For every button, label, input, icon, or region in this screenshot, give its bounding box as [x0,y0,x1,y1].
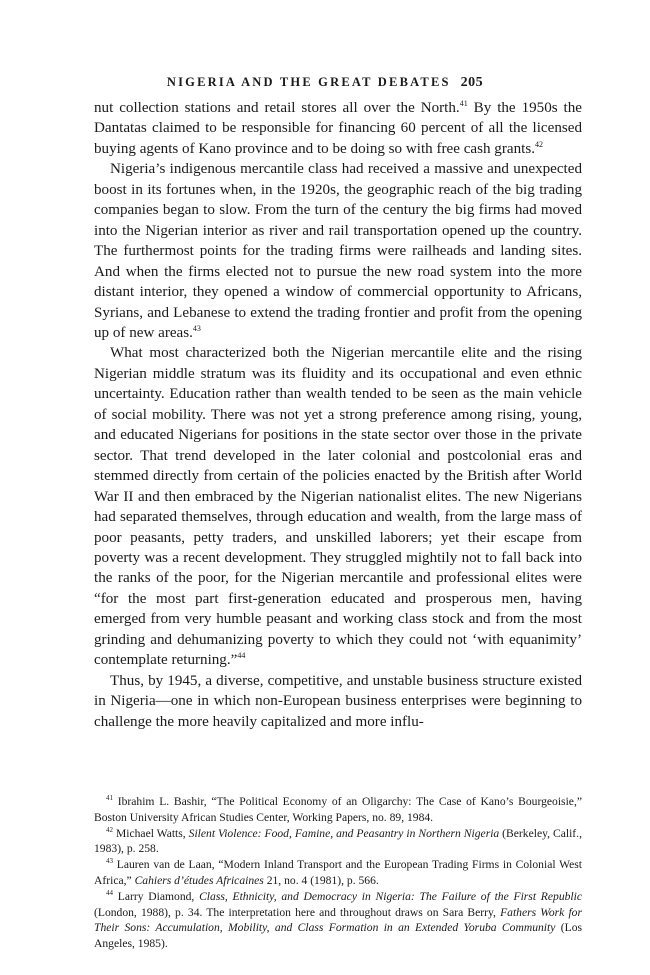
footnote-44-text-b: (London, 1988), p. 34. The interpretation here and throughout draws on Sara Berry, [94,905,501,919]
body-text [94,98,582,732]
footnote-43-text-b: 21, no. 4 (1981), p. 566. [263,873,379,887]
footnote-44-title: Class, Ethnicity, and Democracy in Nigeria: The Failure of the First Republic [199,890,582,904]
paragraph-3-text: What most characterized both the Nigerian mercantile elite and the rising Nigerian middle stratum was its fluidity and its occupational and even ethnic uncertainty. Education rather than wealth tended to be seen as the main vehicle of social mobility. There was not yet a strong preference among rising, young, and educated Nigerians for positions in the state sector over those in the private sector. That trend developed in the later colonial and postcolonial eras and stemmed directly from certain of the policies enacted by the British after World War II and then embraced by the Nigerian nationalist elites. The new Nigerians had separated themselves, through education and wealth, from the large mass of poor peasants, petty traders, and unskilled laborers; yet their escape from poverty was a recent development. They struggled mightily not to fall back into the ranks of the poor, for the Nigerian mercantile and professional elites were “for the most part first-generation educated and prosperous men, having emerged from very humble peasant and working class stock and from the most grinding and dehumanizing poverty to which they could not ‘with equanimity’ contemplate returning.” [94,345,582,669]
footnote-44-title-2: Fathers Work for Their Sons: Accumulation, Mobility, and Class Formation in an Extended Yoruba Community [94,905,582,935]
paragraph-3 [94,343,582,670]
footnote-42-text-a: Michael Watts, [115,826,189,840]
page-number: 205 [460,75,484,90]
footnote-41-text: Ibrahim L. Bashir, “The Political Economy of an Oligarchy: The Case of Kano’s Bourgeoisie,” Boston University African Studies Center, Working Papers, no. 89, 1984. [94,795,582,824]
footnote-41-mark: 41 [106,794,113,802]
footnote-42-text-b: (Berkeley, Calif., 1983), p. 258. [94,826,582,856]
running-title: NIGERIA AND THE GREAT DEBATES [166,75,451,89]
footnote-43-text-a: Lauren van de Laan, “Modern Inland Transport and the European Trading Firms in Colonial West Africa,” [94,858,582,887]
footnotes [94,794,582,952]
paragraph-1 [94,98,582,159]
footnote-43 [94,857,582,888]
footnote-43-mark: 43 [106,857,113,866]
footnote-43-title: Cahiers d’études Africaines [134,873,264,887]
footnote-44 [94,889,582,951]
running-head [0,75,650,91]
paragraph-2 [94,159,582,343]
footnote-44-text-a: Larry Diamond, [117,890,200,904]
note-ref-44[interactable]: 44 [237,651,246,661]
paragraph-4-text: Thus, by 1945, a diverse, competitive, and unstable business structure existed in Nigeria—one in which non-European business enterprises were beginning to challenge the more heavily capitalized and more influ- [94,672,582,730]
footnote-44-text-c: (Los Angeles, 1985). [94,921,583,950]
paragraph-1-text-a: nut collection stations and retail stores all over the North. [94,100,460,116]
footnote-42-title: Silent Violence: Food, Famine, and Peasantry in Northern Nigeria [188,826,500,840]
note-ref-41[interactable]: 41 [459,99,468,108]
note-ref-43[interactable]: 43 [192,323,201,333]
note-ref-42[interactable]: 42 [534,139,543,149]
paragraph-4 [94,671,582,732]
footnote-41 [94,794,582,825]
paragraph-2-text: Nigeria’s indigenous mercantile class had received a massive and unexpected boost in its fortunes when, in the 1920s, the geographic reach of the big trading companies began to slow. From the turn of the century the big firms had moved into the Nigerian interior as river and rail transportation opened up the country. The furthermost points for the trading firms were railheads and landing sites. And when the firms elected not to pursue the new road system into the more distant interior, they opened a window of commercial opportunity to Africans, Syrians, and Lebanese to extend the trading frontier and profit from the opening up of new areas. [94,161,582,341]
footnote-42-mark: 42 [106,825,113,834]
footnote-42 [94,826,582,857]
footnote-44-mark: 44 [106,889,113,898]
paragraph-1-text-b: By the 1950s the Dantatas claimed to be responsible for financing 60 percent of all the licensed buying agents of Kano province and to be doing so with free cash grants. [94,100,583,157]
